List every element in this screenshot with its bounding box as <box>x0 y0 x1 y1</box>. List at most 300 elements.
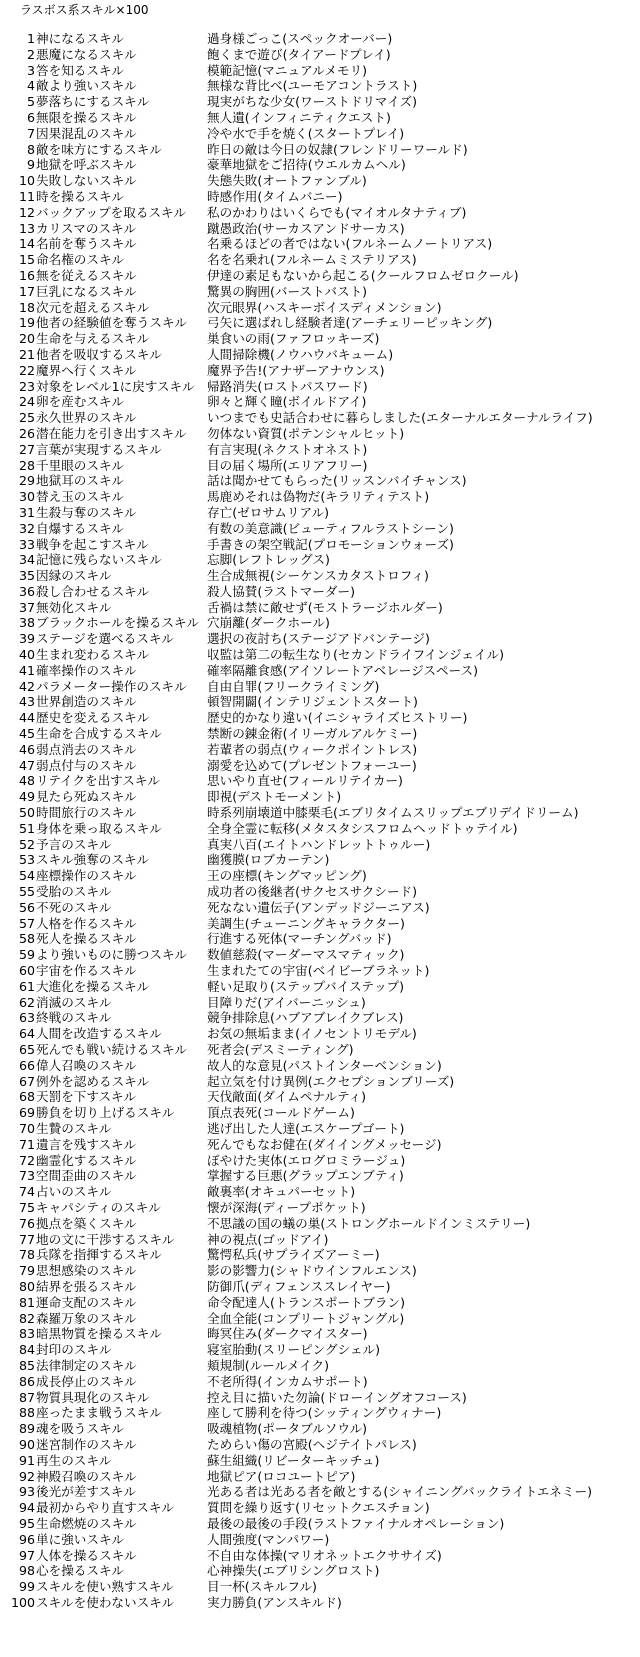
item-number: 6 <box>26 109 35 125</box>
skill-name: 思いやり直せ(フィールリテイカー) <box>207 773 403 789</box>
list-item <box>0 584 640 600</box>
skill-name: 逃げ出した人達(エスケープゴート) <box>207 1120 405 1136</box>
item-number: 20 <box>18 331 35 347</box>
item-number: 33 <box>18 536 35 552</box>
item-number: 16 <box>18 267 35 283</box>
list-item <box>0 426 640 442</box>
item-number: 57 <box>18 915 35 931</box>
list-item <box>0 568 640 584</box>
skill-name: 無人遺(インフィニティクエスト) <box>207 109 391 125</box>
list-item <box>0 458 640 474</box>
skill-label: 迷宮制作のスキル <box>36 1436 137 1452</box>
skill-label: キャパシティのスキル <box>36 1199 161 1215</box>
skill-label: 生命を合成するスキル <box>36 726 162 742</box>
skill-name: 蹴愚政治(サーカスアンドサーカス) <box>207 220 405 236</box>
skill-label: 魂を吸うスキル <box>36 1421 125 1437</box>
skill-label: 夢落ちにするスキル <box>36 94 150 110</box>
item-number: 95 <box>18 1515 35 1531</box>
skill-name: 晦冥住み(ダークマイスター) <box>207 1326 368 1342</box>
list-item <box>0 773 640 789</box>
list-item <box>0 1421 640 1437</box>
list-item <box>0 805 640 821</box>
skill-name: 時系列崩壊道中膝栗毛(エブリタイムスリップエブリデイドリーム) <box>207 805 579 821</box>
skill-label: 大進化を操るスキル <box>36 978 150 994</box>
item-number: 76 <box>18 1215 35 1231</box>
skill-label: 無効化スキル <box>36 599 112 615</box>
item-number: 5 <box>26 94 35 110</box>
item-number: 38 <box>18 615 35 631</box>
skill-name: 溺愛を込めて(プレゼントフォーユー) <box>207 757 417 773</box>
skill-label: 死んでも戦い続けるスキル <box>36 1042 187 1057</box>
item-number: 1 <box>26 31 35 46</box>
item-number: 42 <box>18 678 35 694</box>
skill-name: 頬規制(ルールメイク) <box>207 1357 330 1373</box>
skill-label: 確率操作のスキル <box>36 662 137 678</box>
item-number: 97 <box>18 1547 35 1563</box>
skill-label: 他者の経験値を奪うスキル <box>36 315 187 331</box>
skill-name: 目障りだ(アイバーニッシュ) <box>207 994 366 1010</box>
skill-name: 舌禍は禁に敵せず(モストラージホルダー) <box>207 599 443 615</box>
list-item <box>0 1548 640 1564</box>
list-item <box>0 473 640 489</box>
skill-name: 蘇生組織(リビーターキッチュ) <box>207 1452 380 1468</box>
list-item <box>0 1390 640 1406</box>
skill-name: 真実八百(エイトハンドレットトゥルー) <box>207 836 431 852</box>
skill-label: 世界創造のスキル <box>36 694 137 710</box>
list-item <box>0 63 640 79</box>
skill-label: 運命支配のスキル <box>36 1294 137 1310</box>
skill-name: 禁断の錬金術(イリーガルアルケミー) <box>207 726 418 742</box>
skill-name: 穴崩離(ダークホール) <box>207 615 330 631</box>
item-number: 49 <box>18 789 35 805</box>
list-item <box>0 110 640 126</box>
list-item <box>0 1500 640 1516</box>
skill-name: 確率隔離食感(アイソレートアベレージスペース) <box>207 662 479 678</box>
list-item <box>0 173 640 189</box>
item-number: 66 <box>18 1057 35 1073</box>
skill-label: 無限を操るスキル <box>36 109 137 125</box>
skill-name: 全血全能(コンプリートジャングル) <box>207 1310 405 1326</box>
list-item <box>0 900 640 916</box>
item-number: 89 <box>18 1421 35 1437</box>
item-number: 68 <box>18 1089 35 1105</box>
list-item <box>0 379 640 395</box>
item-number: 47 <box>18 757 35 773</box>
skill-name: 失態失敗(オートファンブル) <box>207 173 367 189</box>
item-number: 59 <box>18 947 35 963</box>
item-number: 74 <box>18 1184 35 1200</box>
list-item <box>0 947 640 963</box>
skill-name: 影の影響力(シャドウインフルエンス) <box>207 1263 417 1279</box>
skill-label: 敵より強いスキル <box>36 78 137 94</box>
skill-name: 軽い足取り(ステップバイステップ) <box>207 978 405 994</box>
skill-name: 人間強度(マンパワー) <box>207 1531 330 1547</box>
list-item <box>0 1042 640 1058</box>
skill-name: 有言実現(ネクストオネスト) <box>207 441 368 457</box>
skill-list <box>0 31 640 1611</box>
item-number: 92 <box>18 1468 35 1484</box>
list-item <box>0 347 640 363</box>
skill-name: 模範記憶(マニュアルメモリ) <box>207 62 368 78</box>
list-item <box>0 615 640 631</box>
skill-label: 空間歪曲のスキル <box>36 1168 137 1184</box>
item-number: 53 <box>18 852 35 868</box>
skill-label: 因果混乱のスキル <box>36 125 137 141</box>
item-number: 52 <box>18 836 35 852</box>
list-item <box>0 837 640 853</box>
skill-name: 敵裏率(オキュパーセット) <box>207 1184 356 1200</box>
skill-name: 手書きの架空戦記(プロモーションウォーズ) <box>207 536 454 552</box>
skill-label: 生命燃焼のスキル <box>36 1515 137 1531</box>
skill-label: 宇宙を作るスキル <box>36 963 137 979</box>
skill-label: 遺言を残すスキル <box>36 1136 137 1152</box>
skill-name: 次元眼界(ハスキーボイスディメンション) <box>207 299 442 315</box>
item-number: 70 <box>18 1120 35 1136</box>
skill-name: 座して勝利を待つ(シッティングウィナー) <box>207 1405 442 1421</box>
item-number: 8 <box>26 141 35 157</box>
item-number: 96 <box>18 1531 35 1547</box>
item-number: 98 <box>18 1563 35 1579</box>
skill-name: 無様な背比べ(ユーモアコントラスト) <box>207 78 418 94</box>
skill-name: 目の届く場所(エリアフリー) <box>207 457 368 473</box>
skill-label: 生まれ変わるスキル <box>36 647 150 663</box>
list-item <box>0 1295 640 1311</box>
skill-label: 物質具現化のスキル <box>36 1389 150 1405</box>
skill-name: 伊達の素足もないから起こる(クールフロムゼロクール) <box>207 267 519 283</box>
list-item <box>0 78 640 94</box>
skill-label: バックアップを取るスキル <box>36 204 187 220</box>
list-item <box>0 852 640 868</box>
skill-label: 例外を認めるスキル <box>36 1073 150 1089</box>
skill-label: 単に強いスキル <box>36 1531 125 1547</box>
skill-label: 地獄耳のスキル <box>36 473 125 489</box>
list-item <box>0 552 640 568</box>
list-item <box>0 363 640 379</box>
skill-label: 殺し合わせるスキル <box>36 583 150 599</box>
skill-name: 名乗るほどの者ではない(フルネームノートリアス) <box>207 236 493 252</box>
list-item <box>0 94 640 110</box>
list-item <box>0 300 640 316</box>
skill-label: より強いものに勝つスキル <box>36 947 187 963</box>
list-item <box>0 647 640 663</box>
item-number: 63 <box>18 1010 35 1026</box>
list-item <box>0 758 640 774</box>
skill-label: 潜在能力を引き出すスキル <box>36 425 187 441</box>
skill-label: 結界を張るスキル <box>36 1278 137 1294</box>
skill-name: 目一杯(スキルフル) <box>207 1579 317 1595</box>
skill-name: 天伐敵面(ダイムペナルティ) <box>207 1089 367 1105</box>
item-number: 2 <box>26 46 35 62</box>
skill-name: 寝室胎動(スリーピングシェル) <box>207 1342 381 1358</box>
skill-name: いつまでも史話合わせに暮らしました(エターナルエターナルライフ) <box>207 410 593 426</box>
skill-name: 生まれたての宇宙(ベイビーブラネット) <box>207 963 430 979</box>
skill-name: 吸魂植物(ポータブルソウル) <box>207 1421 368 1437</box>
skill-name: お気の無垢まま(イノセントリモデル) <box>207 1026 417 1042</box>
item-number: 87 <box>18 1389 35 1405</box>
item-number: 17 <box>18 283 35 299</box>
skill-name: 実力勝負(アンスキルド) <box>207 1594 342 1610</box>
skill-label: パラメーター操作のスキル <box>36 678 187 694</box>
skill-name: 若輩者の弱点(ウィークポイントレス) <box>207 741 418 757</box>
item-number: 35 <box>18 568 35 584</box>
item-number: 43 <box>18 694 35 710</box>
skill-label: 予言のスキル <box>36 836 112 852</box>
skill-label: 森羅万象のスキル <box>36 1310 137 1326</box>
item-number: 30 <box>18 489 35 505</box>
skill-label: 命名権のスキル <box>36 252 125 268</box>
list-item <box>0 726 640 742</box>
skill-name: 馬鹿めそれは偽物だ(キラリティテスト) <box>207 489 430 505</box>
skill-name: 有数の美意識(ビューティフルラストシーン) <box>207 520 454 536</box>
list-item <box>0 410 640 426</box>
skill-name: 存亡(ゼロサムリアル) <box>207 504 330 520</box>
list-item <box>0 1168 640 1184</box>
list-item <box>0 1184 640 1200</box>
item-number: 77 <box>18 1231 35 1247</box>
item-number: 51 <box>18 820 35 836</box>
list-item <box>0 394 640 410</box>
list-item <box>0 157 640 173</box>
item-number: 21 <box>18 346 35 362</box>
skill-label: 永久世界のスキル <box>36 410 137 426</box>
skill-label: 再生のスキル <box>36 1452 112 1468</box>
skill-label: 自爆するスキル <box>36 520 125 536</box>
item-number: 26 <box>18 425 35 441</box>
item-number: 93 <box>18 1484 35 1500</box>
skill-label: ブラックホールを操るスキル <box>36 615 200 631</box>
skill-label: 戦争を起こすスキル <box>36 536 149 552</box>
list-item <box>0 1121 640 1137</box>
skill-name: 昨日の敵は今日の奴隷(フレンドリーワールド) <box>207 141 468 157</box>
item-number: 23 <box>18 378 35 394</box>
item-number: 32 <box>18 520 35 536</box>
skill-label: 因縁のスキル <box>36 568 112 584</box>
item-number: 45 <box>18 726 35 742</box>
skill-name: 命令配達人(トランスポートブラン) <box>207 1294 405 1310</box>
skill-name: 心神操失(エブリシングロスト) <box>207 1563 380 1579</box>
skill-name: 頂点表死(コールドゲーム) <box>207 1105 355 1121</box>
skill-label: 人体を操るスキル <box>36 1547 137 1563</box>
skill-name: 弓矢に選ばれし経験者達(アーチェリーピッキング) <box>207 315 493 331</box>
item-number: 88 <box>18 1405 35 1421</box>
skill-name: 生合成無視(シーケンスカタストロフィ) <box>207 568 429 584</box>
list-item <box>0 1405 640 1421</box>
skill-label: 地の文に干渉するスキル <box>36 1231 175 1247</box>
skill-label: 死人を操るスキル <box>36 931 137 947</box>
list-item <box>0 1342 640 1358</box>
skill-name: 話は聞かせてもらった(リッスンバイチャンス) <box>207 473 467 489</box>
item-number: 91 <box>18 1452 35 1468</box>
skill-name: 過身様ごっこ(スペックオーバー) <box>207 31 393 46</box>
item-number: 24 <box>18 394 35 410</box>
skill-label: 千里眼のスキル <box>36 457 125 473</box>
list-item <box>0 252 640 268</box>
skill-name: 名を名乗れ(フルネームミステリアス) <box>207 252 417 268</box>
list-item <box>0 868 640 884</box>
skill-name: 私のかわりはいくらでも(マイオルタナティブ) <box>207 204 467 220</box>
list-item <box>0 189 640 205</box>
item-number: 67 <box>18 1073 35 1089</box>
list-item <box>0 1532 640 1548</box>
item-number: 50 <box>18 805 35 821</box>
item-number: 9 <box>26 157 35 173</box>
list-item <box>0 331 640 347</box>
skill-label: 敵を味方にするスキル <box>36 141 162 157</box>
item-number: 7 <box>26 125 35 141</box>
list-item <box>0 1010 640 1026</box>
skill-name: 即視(デストモーメント) <box>207 789 342 805</box>
skill-label: 替え玉のスキル <box>36 489 125 505</box>
skill-name: 不老所得(インカムサポート) <box>207 1373 368 1389</box>
skill-label: カリスマのスキル <box>36 220 137 236</box>
item-number: 71 <box>18 1136 35 1152</box>
skill-name: 帰路消失(ロストパスワード) <box>207 378 368 394</box>
list-item <box>0 142 640 158</box>
skill-label: 無を従えるスキル <box>36 267 137 283</box>
skill-label: 地獄を呼ぶスキル <box>36 157 137 173</box>
list-item <box>0 679 640 695</box>
skill-label: 占いのスキル <box>36 1184 112 1200</box>
item-number: 81 <box>18 1294 35 1310</box>
skill-label: 卵を産むスキル <box>36 394 125 410</box>
list-item <box>0 1579 640 1595</box>
item-number: 41 <box>18 662 35 678</box>
item-number: 13 <box>18 220 35 236</box>
item-number: 94 <box>18 1500 35 1516</box>
skill-name: 勿体ない資質(ポテンシャルヒット) <box>207 425 405 441</box>
skill-label: 兵隊を指揮するスキル <box>36 1247 162 1263</box>
list-item <box>0 1516 640 1532</box>
item-number: 58 <box>18 931 35 947</box>
skill-name: 驚異の胸囲(バーストバスト) <box>207 283 368 299</box>
item-number: 19 <box>18 315 35 331</box>
skill-label: 法律制定のスキル <box>36 1357 137 1373</box>
item-number: 22 <box>18 362 35 378</box>
item-number: 79 <box>18 1263 35 1279</box>
list-item <box>0 442 640 458</box>
list-item <box>0 1453 640 1469</box>
skill-label: 座標操作のスキル <box>36 868 137 884</box>
skill-name: 死んでもなお健在(ダイイングメッセージ) <box>207 1136 442 1152</box>
skill-label: 神になるスキル <box>36 31 125 46</box>
skill-name: 数値慈殺(マーダーマスマティック) <box>207 947 405 963</box>
skill-name: 競争排除息(ハブアブレイクブレス) <box>207 1010 404 1026</box>
list-item <box>0 1216 640 1232</box>
list-item <box>0 884 640 900</box>
item-number: 78 <box>18 1247 35 1263</box>
list-item <box>0 1358 640 1374</box>
list-item <box>0 1595 640 1611</box>
item-number: 40 <box>18 647 35 663</box>
list-item <box>0 995 640 1011</box>
skill-label: 神殿召喚のスキル <box>36 1468 137 1484</box>
skill-label: 記憶に残らないスキル <box>36 552 162 568</box>
list-item <box>0 221 640 237</box>
skill-label: 次元を超えるスキル <box>36 299 150 315</box>
skill-name: 歴史的かなり違い(イニシャライズヒストリー) <box>207 710 468 726</box>
item-number: 3 <box>26 62 35 78</box>
list-item <box>0 1247 640 1263</box>
list-item <box>0 47 640 63</box>
skill-label: 幽霊化するスキル <box>36 1152 137 1168</box>
skill-name: 人間掃除機(ノウハウバキューム) <box>207 346 394 362</box>
item-number: 34 <box>18 552 35 568</box>
skill-name: 頓智開闢(インテリジェントスタート) <box>207 694 418 710</box>
skill-label: 他者を吸収するスキル <box>36 346 162 362</box>
item-number: 80 <box>18 1278 35 1294</box>
skill-label: 後光が差すスキル <box>36 1484 137 1500</box>
item-number: 65 <box>18 1042 35 1057</box>
list-item <box>0 663 640 679</box>
skill-name: 懐が深海(ディープポケット) <box>207 1199 366 1215</box>
list-item <box>0 1563 640 1579</box>
list-item <box>0 489 640 505</box>
list-item <box>0 284 640 300</box>
list-item <box>0 1311 640 1327</box>
skill-label: 生殺与奪のスキル <box>36 504 137 520</box>
list-item <box>0 1326 640 1342</box>
skill-name: 時感作用(タイムバニー) <box>207 188 343 204</box>
item-number: 83 <box>18 1326 35 1342</box>
skill-name: ぼやけた実体(エログロミラージュ) <box>207 1152 406 1168</box>
list-item <box>0 537 640 553</box>
skill-label: 思想感染のスキル <box>36 1263 137 1279</box>
skill-label: 答を知るスキル <box>36 62 125 78</box>
list-item <box>0 1026 640 1042</box>
skill-label: 弱点消去のスキル <box>36 741 137 757</box>
list-item <box>0 1374 640 1390</box>
item-number: 4 <box>26 78 35 94</box>
skill-name: 選択の夜討ち(ステージアドバンテージ) <box>207 631 430 647</box>
list-item <box>0 931 640 947</box>
skill-name: ためらい傷の宮殿(ヘジテイトパレス) <box>207 1436 417 1452</box>
skill-name: 自由自罪(フリークライミング) <box>207 678 380 694</box>
item-number: 60 <box>18 963 35 979</box>
skill-label: スキルを使わないスキル <box>36 1594 175 1610</box>
skill-label: 身体を乗っ取るスキル <box>36 820 162 836</box>
list-item <box>0 742 640 758</box>
skill-name: 死者会(デスミーティング) <box>207 1042 354 1057</box>
list-item <box>0 1469 640 1485</box>
list-item <box>0 710 640 726</box>
item-number: 18 <box>18 299 35 315</box>
list-item <box>0 1058 640 1074</box>
list-item <box>0 789 640 805</box>
item-number: 99 <box>18 1579 35 1595</box>
item-number: 39 <box>18 631 35 647</box>
skill-label: 対象をレベル1に戻すスキル <box>36 378 195 394</box>
skill-name: 起立気を付け異例(エクセプションブリーズ) <box>207 1073 455 1089</box>
item-number: 29 <box>18 473 35 489</box>
skill-name: 不思議の国の蟻の巣(ストロングホールドインミステリー) <box>207 1215 531 1231</box>
list-item <box>0 979 640 995</box>
skill-label: 言葉が実現するスキル <box>36 441 162 457</box>
skill-label: 時間旅行のスキル <box>36 805 137 821</box>
skill-label: 悪魔になるスキル <box>36 46 137 62</box>
item-number: 31 <box>18 504 35 520</box>
list-item <box>0 631 640 647</box>
item-number: 69 <box>18 1105 35 1121</box>
skill-name: 冷や水で手を焼く(スタートプレイ) <box>207 125 405 141</box>
list-item <box>0 1263 640 1279</box>
skill-label: 拠点を築くスキル <box>36 1215 137 1231</box>
skill-label: 心を操るスキル <box>36 1563 125 1579</box>
item-number: 11 <box>18 188 35 204</box>
item-number: 64 <box>18 1026 35 1042</box>
skill-name: 地獄ピア(ロコユートピア) <box>207 1468 356 1484</box>
item-number: 75 <box>18 1199 35 1215</box>
skill-name: 殺人協賛(ラストマーダー) <box>207 583 355 599</box>
